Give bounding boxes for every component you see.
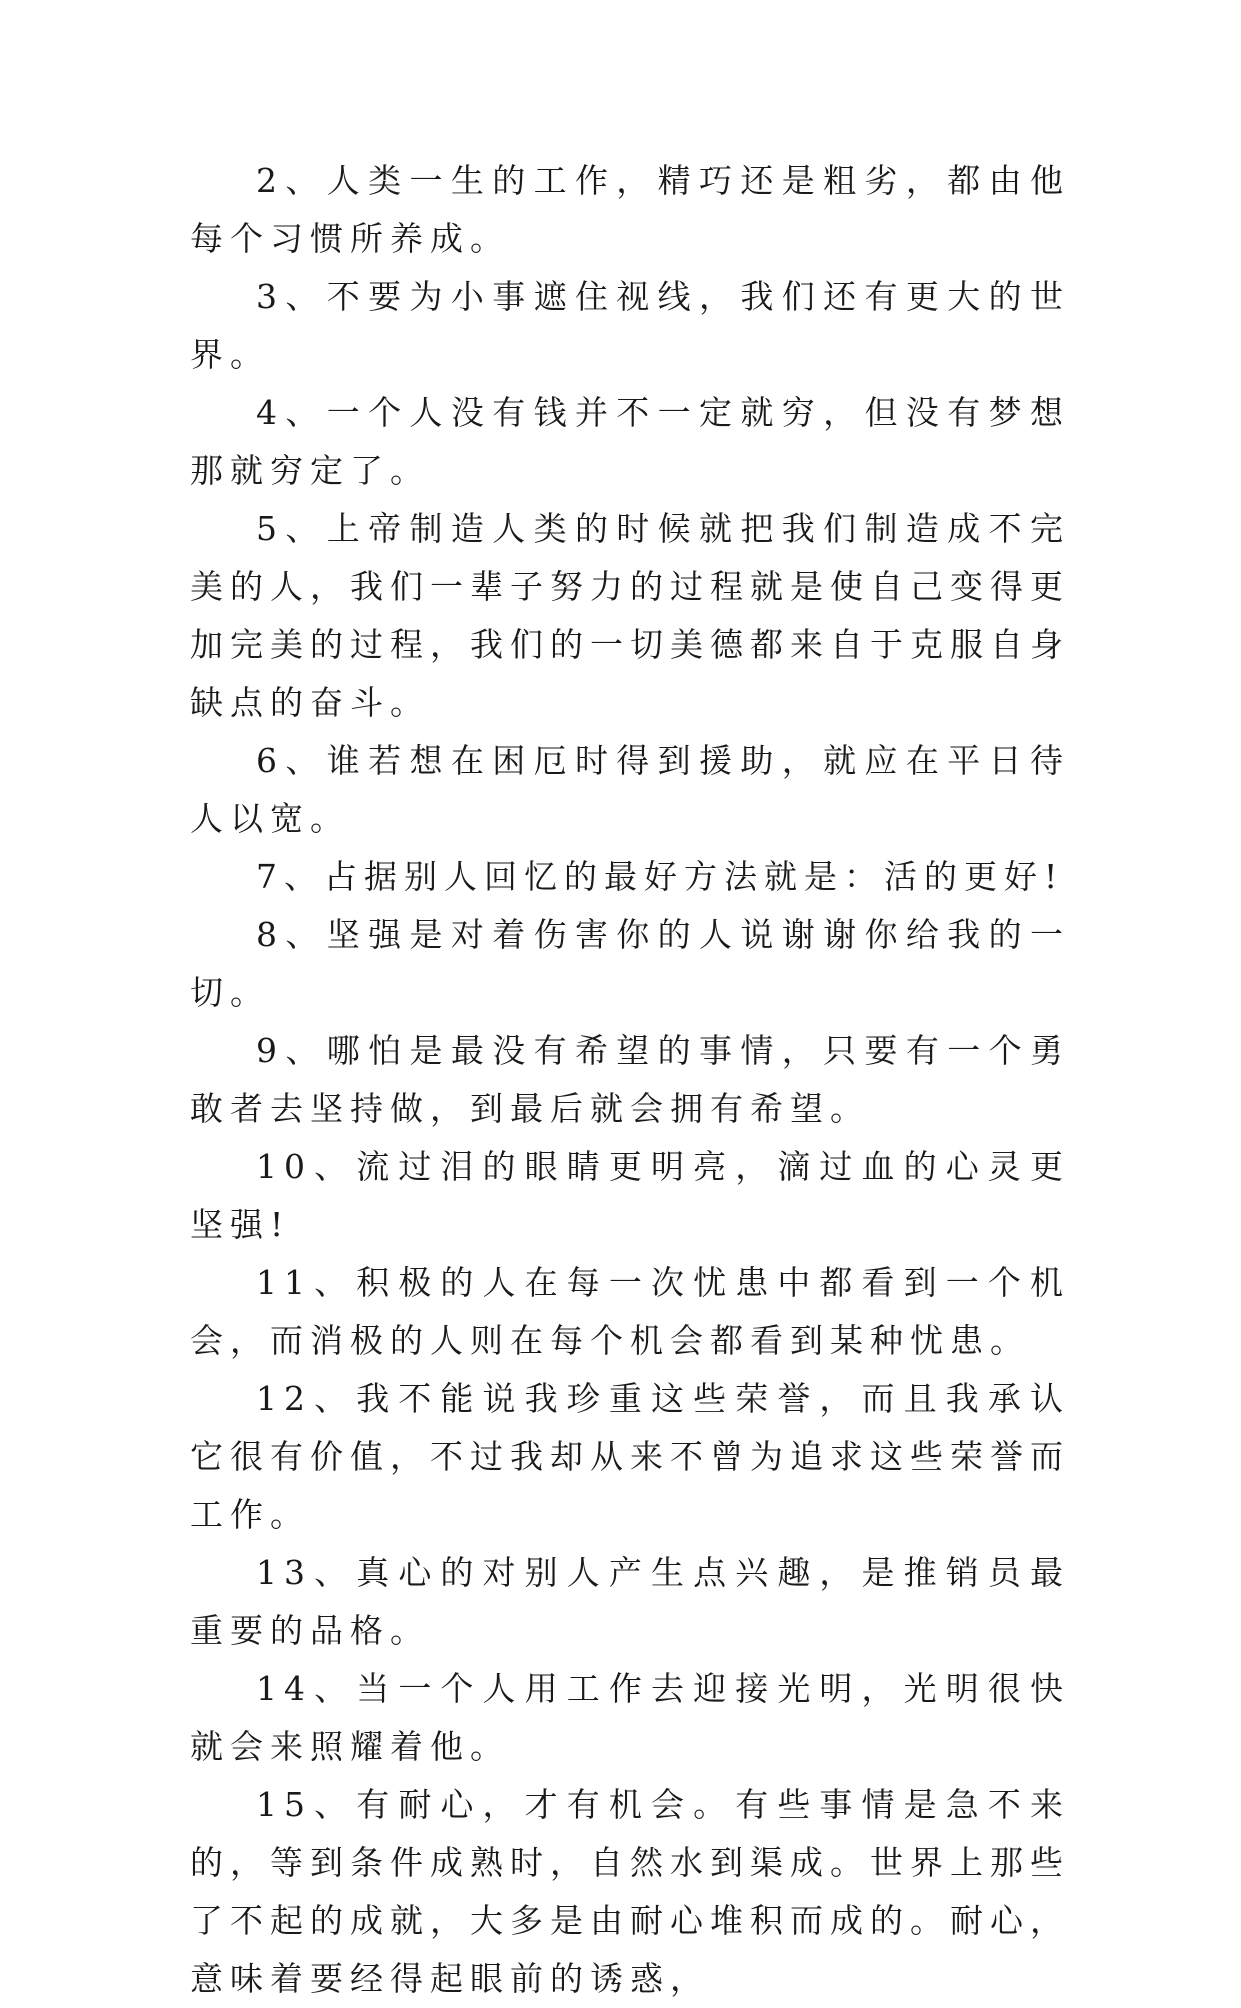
paragraph: 8、坚强是对着伤害你的人说谢谢你给我的一切。 [190, 915, 1070, 1012]
paragraph: 12、我不能说我珍重这些荣誉，而且我承认它很有价值，不过我却从来不曾为追求这些荣誉而工作。 [190, 1379, 1070, 1534]
paragraph: 4、一个人没有钱并不一定就穷，但没有梦想那就穷定了。 [190, 393, 1070, 490]
paragraph: 15、有耐心，才有机会。有些事情是急不来的，等到条件成熟时，自然水到渠成。世界上那些了不起的成就，大多是由耐心堆积而成的。耐心，意味着要经得起眼前的诱惑， [190, 1785, 1070, 1998]
paragraph: 11、积极的人在每一次忧患中都看到一个机会，而消极的人则在每个机会都看到某种忧患。 [190, 1263, 1070, 1360]
paragraph: 6、谁若想在困厄时得到援助，就应在平日待人以宽。 [190, 741, 1070, 838]
paragraph: 2、人类一生的工作，精巧还是粗劣，都由他每个习惯所养成。 [190, 161, 1070, 258]
paragraph: 9、哪怕是最没有希望的事情，只要有一个勇敢者去坚持做，到最后就会拥有希望。 [190, 1031, 1070, 1128]
paragraph: 14、当一个人用工作去迎接光明，光明很快就会来照耀着他。 [190, 1669, 1070, 1766]
paragraph: 13、真心的对别人产生点兴趣，是推销员最重要的品格。 [190, 1553, 1070, 1650]
paragraph: 5、上帝制造人类的时候就把我们制造成不完美的人，我们一辈子努力的过程就是使自己变得更加完美的过程，我们的一切美德都来自于克服自身缺点的奋斗。 [190, 509, 1070, 722]
document-body [190, 152, 1070, 2008]
paragraph: 7、占据别人回忆的最好方法就是：活的更好! [256, 857, 1065, 896]
paragraph: 3、不要为小事遮住视线，我们还有更大的世界。 [190, 277, 1070, 374]
paragraph: 10、流过泪的眼睛更明亮，滴过血的心灵更坚强! [190, 1147, 1070, 1244]
